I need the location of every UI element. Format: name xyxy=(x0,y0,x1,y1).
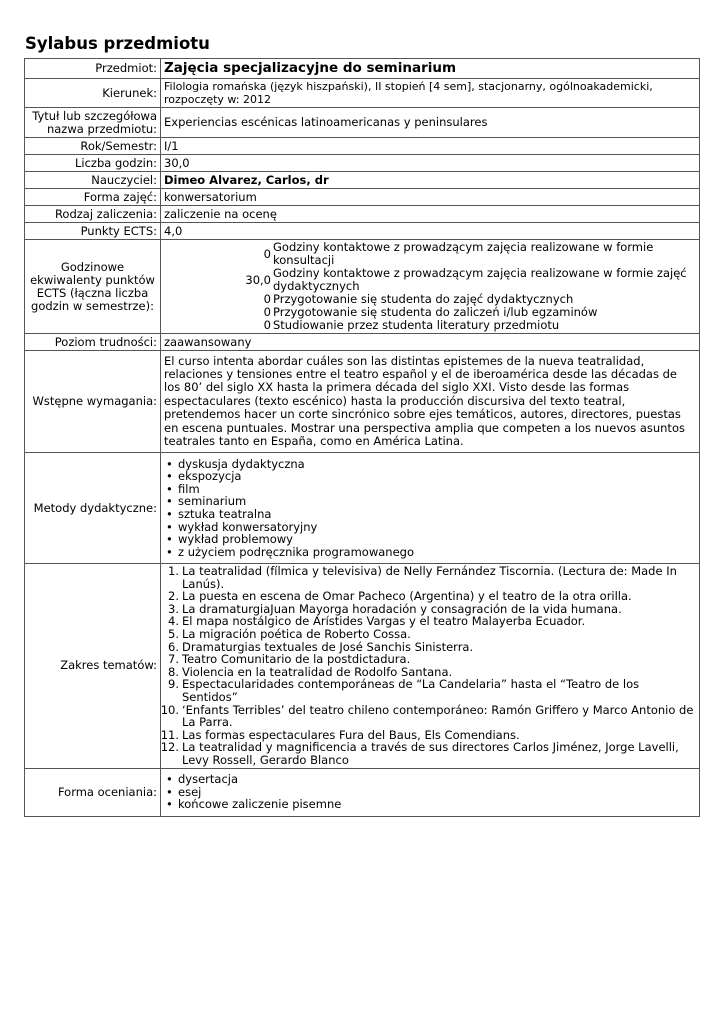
hours-list xyxy=(164,241,696,332)
label-zakres: Zakres tematów: xyxy=(25,564,161,769)
hours-item xyxy=(164,267,696,293)
row-ocenianie xyxy=(25,768,700,816)
value-metody xyxy=(161,453,700,564)
value-forma-zajec: konwersatorium xyxy=(161,189,700,206)
hours-value: 0 xyxy=(263,318,271,332)
hours-value: 0 xyxy=(263,246,271,261)
value-rodzaj: zaliczenie na ocenę xyxy=(161,206,700,223)
list-item: • dyskusja dydaktyczna xyxy=(166,458,696,471)
list-number: 7. xyxy=(168,652,179,667)
list-number: 10. xyxy=(160,702,179,717)
list-item: • wykład problemowy xyxy=(166,533,696,546)
hours-text: Godziny kontaktowe z prowadzącym zajęcia realizowane w formie zajęć dydaktycznych xyxy=(273,266,687,293)
row-wymagania xyxy=(25,351,700,453)
topic-text: Teatro Comunitario de la postdictadura. xyxy=(182,652,411,667)
list-item: • ekspozycja xyxy=(166,470,696,483)
list-item: • z użyciem podręcznika programowanego xyxy=(166,546,696,559)
row-nauczyciel xyxy=(25,172,700,189)
hours-value: 0 xyxy=(263,292,271,306)
topic-text: La teatralidad y magnificencia a través de sus directores Carlos Jiménez, Jorge Lavelli, Levy Rossell, Gerardo Blanco xyxy=(182,740,679,767)
topic-text: ‘Enfants Terribles’ del teatro chileno contemporáneo: Ramón Griffero y Marco Antonio de La Parra. xyxy=(182,702,694,730)
list-number: 9. xyxy=(168,677,179,692)
value-ocenianie xyxy=(161,768,700,816)
label-wymagania: Wstępne wymagania: xyxy=(25,351,161,453)
hours-text: Przygotowanie się studenta do zajęć dydaktycznych xyxy=(273,292,574,306)
list-number: 2. xyxy=(168,589,179,604)
value-kierunek: Filologia romańska (język hiszpański), II stopień [4 sem], stacjonarny, ogólnoakademicki, rozpoczęty w: 2012 xyxy=(161,79,700,108)
syllabus-table xyxy=(24,58,700,817)
value-poziom: zaawansowany xyxy=(161,334,700,351)
list-item: • esej xyxy=(166,786,696,799)
list-item: • końcowe zaliczenie pisemne xyxy=(166,798,696,811)
row-kierunek xyxy=(25,79,700,108)
list-item xyxy=(160,740,696,767)
label-przedmiot: Przedmiot: xyxy=(25,59,161,79)
topic-text: Violencia en la teatralidad de Rodolfo Santana. xyxy=(182,664,453,679)
list-item xyxy=(164,565,696,590)
topic-text: Las formas espectaculares Fura del Baus, Els Comendians. xyxy=(182,727,520,742)
row-ects xyxy=(25,223,700,240)
topic-text: El mapa nostálgico de Arístides Vargas y el teatro Malayerba Ecuador. xyxy=(182,614,586,629)
value-zakres xyxy=(161,564,700,769)
topic-text: La migración poética de Roberto Cossa. xyxy=(182,626,411,641)
label-tytul: Tytuł lub szczegółowa nazwa przedmiotu: xyxy=(25,108,161,138)
hours-text: Godziny kontaktowe z prowadzącym zajęcia realizowane w formie konsultacji xyxy=(273,240,654,267)
value-wymagania: El curso intenta abordar cuáles son las distintas epistemes de la nueva teatralidad, relaciones y tensiones entre el teatro español y el de iberoamérica desde las décadas de los 80’ del siglo XX hasta la primera década del siglo XXI. Visto desde las formas espectaculares (texto escénico) hasta la producción discursiva del texto teatral, pretendemos hacer un corte sincrónico sobre ejes temáticos, autores, directores, puestas en escena puntuales. Mostrar una perspectiva amplia que competen a los nuevos asuntos teatrales tanto en España, como en América Latina. xyxy=(161,351,700,453)
value-tytul: Experiencias escénicas latinoamericanas y peninsulares xyxy=(161,108,700,138)
topic-text: La dramaturgiaJuan Mayorga horadación y consagración de la vida humana. xyxy=(182,601,622,616)
list-number: 8. xyxy=(168,664,179,679)
row-ekwiwalenty xyxy=(25,240,700,334)
label-rodzaj: Rodzaj zaliczenia: xyxy=(25,206,161,223)
list-number: 5. xyxy=(168,626,179,641)
label-rok: Rok/Semestr: xyxy=(25,138,161,155)
label-godziny: Liczba godzin: xyxy=(25,155,161,172)
page-title: Sylabus przedmiotu xyxy=(25,34,210,53)
hours-value: 30,0 xyxy=(245,272,271,287)
value-przedmiot: Zajęcia specjalizacyjne do seminarium xyxy=(161,59,700,79)
label-ects: Punkty ECTS: xyxy=(25,223,161,240)
methods-list xyxy=(164,458,696,559)
row-forma-zajec xyxy=(25,189,700,206)
hours-text: Studiowanie przez studenta literatury przedmiotu xyxy=(273,318,560,332)
hours-item xyxy=(164,241,696,267)
topic-text: La puesta en escena de Omar Pacheco (Argentina) y el teatro de la otra orilla. xyxy=(182,589,632,604)
hours-text: Przygotowanie się studenta do zaliczeń i/lub egzaminów xyxy=(273,305,598,319)
assessment-list xyxy=(164,773,696,811)
row-zakres xyxy=(25,564,700,769)
hours-item xyxy=(164,319,696,332)
list-item xyxy=(160,702,696,730)
hours-value: 0 xyxy=(263,305,271,319)
value-nauczyciel: Dimeo Alvarez, Carlos, dr xyxy=(161,172,700,189)
row-przedmiot xyxy=(25,59,700,79)
row-poziom xyxy=(25,334,700,351)
topic-text: La teatralidad (fílmica y televisiva) de Nelly Fernández Tiscornia. (Lectura de: Made In Lanús). xyxy=(182,564,677,591)
list-item: • sztuka teatralna xyxy=(166,508,696,521)
row-godziny xyxy=(25,155,700,172)
list-number: 1. xyxy=(168,564,179,578)
value-ekwiwalenty xyxy=(161,240,700,334)
list-number: 3. xyxy=(168,601,179,616)
list-item: • seminarium xyxy=(166,495,696,508)
label-ekwiwalenty: Godzinowe ekwiwalenty punktów ECTS (łączna liczba godzin w semestrze): xyxy=(25,240,161,334)
label-poziom: Poziom trudności: xyxy=(25,334,161,351)
list-number: 12. xyxy=(160,740,179,755)
topic-text: Espectacularidades contemporáneas de “La Candelaria” hasta el “Teatro de los Sentidos” xyxy=(182,677,640,704)
list-item xyxy=(164,678,696,703)
label-kierunek: Kierunek: xyxy=(25,79,161,108)
label-forma-zajec: Forma zajęć: xyxy=(25,189,161,206)
row-rok xyxy=(25,138,700,155)
label-metody: Metody dydaktyczne: xyxy=(25,453,161,564)
value-ects: 4,0 xyxy=(161,223,700,240)
list-item: • wykład konwersatoryjny xyxy=(166,521,696,534)
list-item: • film xyxy=(166,483,696,496)
list-number: 11. xyxy=(160,727,179,742)
list-number: 4. xyxy=(168,614,179,629)
value-rok: I/1 xyxy=(161,138,700,155)
row-rodzaj xyxy=(25,206,700,223)
row-metody xyxy=(25,453,700,564)
label-nauczyciel: Nauczyciel: xyxy=(25,172,161,189)
list-number: 6. xyxy=(168,639,179,654)
topics-list xyxy=(160,564,696,767)
value-godziny: 30,0 xyxy=(161,155,700,172)
label-ocenianie: Forma oceniania: xyxy=(25,768,161,816)
list-item: • dysertacja xyxy=(166,773,696,786)
row-tytul xyxy=(25,108,700,138)
topic-text: Dramaturgias textuales de José Sanchis Sinisterra. xyxy=(182,639,474,654)
